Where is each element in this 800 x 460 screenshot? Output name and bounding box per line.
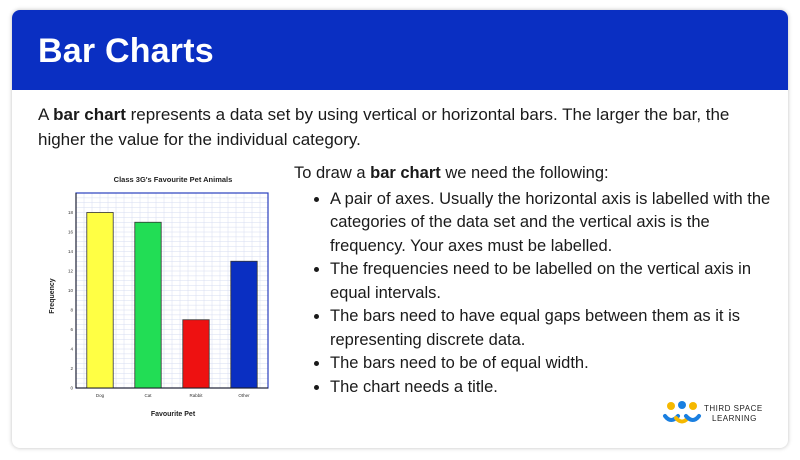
bar-other (231, 261, 257, 388)
third-space-learning-logo (662, 398, 772, 428)
logo-line-1: THIRD SPACE (704, 404, 763, 413)
x-tick-label: Rabbit (189, 393, 203, 398)
x-tick-label: Cat (144, 393, 152, 398)
x-axis-label: Favourite Pet (150, 411, 196, 418)
y-tick-labels (68, 210, 74, 391)
y-tick-label: 14 (67, 249, 73, 254)
bar-dog (87, 213, 113, 389)
logo-line-2: LEARNING (712, 414, 757, 423)
requirements-list (294, 188, 784, 400)
requirements-lead (294, 162, 784, 186)
page-title: Bar Charts (38, 32, 214, 70)
x-tick-label: Other (238, 393, 250, 398)
list-item: • The bars need to have equal gaps between them as it is representing discrete data. (330, 305, 784, 352)
y-tick-label: 10 (67, 288, 73, 293)
bar-chart-svg (42, 160, 304, 425)
y-tick-label: 18 (67, 210, 73, 215)
list-item: • A pair of axes. Usually the horizontal axis is labelled with the categories of the data set and the vertical axis is the frequency. Your axes must be labelled. (330, 188, 784, 259)
header-banner (12, 10, 788, 90)
y-axis-label: Frequency (49, 278, 56, 314)
logo-icon (662, 398, 702, 428)
requirements-section (294, 162, 784, 399)
intro-paragraph (38, 102, 778, 152)
lead-text-start: To draw a (294, 164, 371, 182)
y-tick-label: 0 (70, 385, 73, 391)
intro-text-start: A (38, 105, 54, 124)
chart-title: Class 3G's Favourite Pet Animals (113, 175, 233, 184)
y-tick-label: 8 (70, 307, 73, 313)
list-item: • The frequencies need to be labelled on the vertical axis in equal intervals. (330, 258, 784, 305)
list-item: • The chart needs a title. (330, 376, 784, 400)
bar-cat (135, 222, 161, 388)
y-tick-label: 12 (67, 268, 73, 274)
lead-text-end: we need the following: (440, 164, 609, 182)
bar-rabbit (183, 320, 209, 388)
y-tick-label: 16 (67, 229, 73, 235)
y-tick-label: 2 (70, 366, 73, 371)
y-tick-label: 4 (70, 346, 73, 352)
intro-bold-term: bar chart (53, 105, 126, 124)
bar-chart (42, 160, 304, 425)
intro-text-end: represents a data set by using vertical or horizontal bars. The larger the bar, the higher the value for the individual category. (38, 105, 730, 149)
x-tick-labels (96, 393, 250, 398)
info-card (12, 10, 788, 448)
list-item: • The bars need to be of equal width. (330, 352, 784, 376)
y-tick-label: 6 (70, 327, 73, 332)
lead-bold-term: bar chart (370, 164, 441, 182)
logo-wordmark (704, 404, 763, 424)
x-tick-label: Dog (95, 393, 105, 398)
